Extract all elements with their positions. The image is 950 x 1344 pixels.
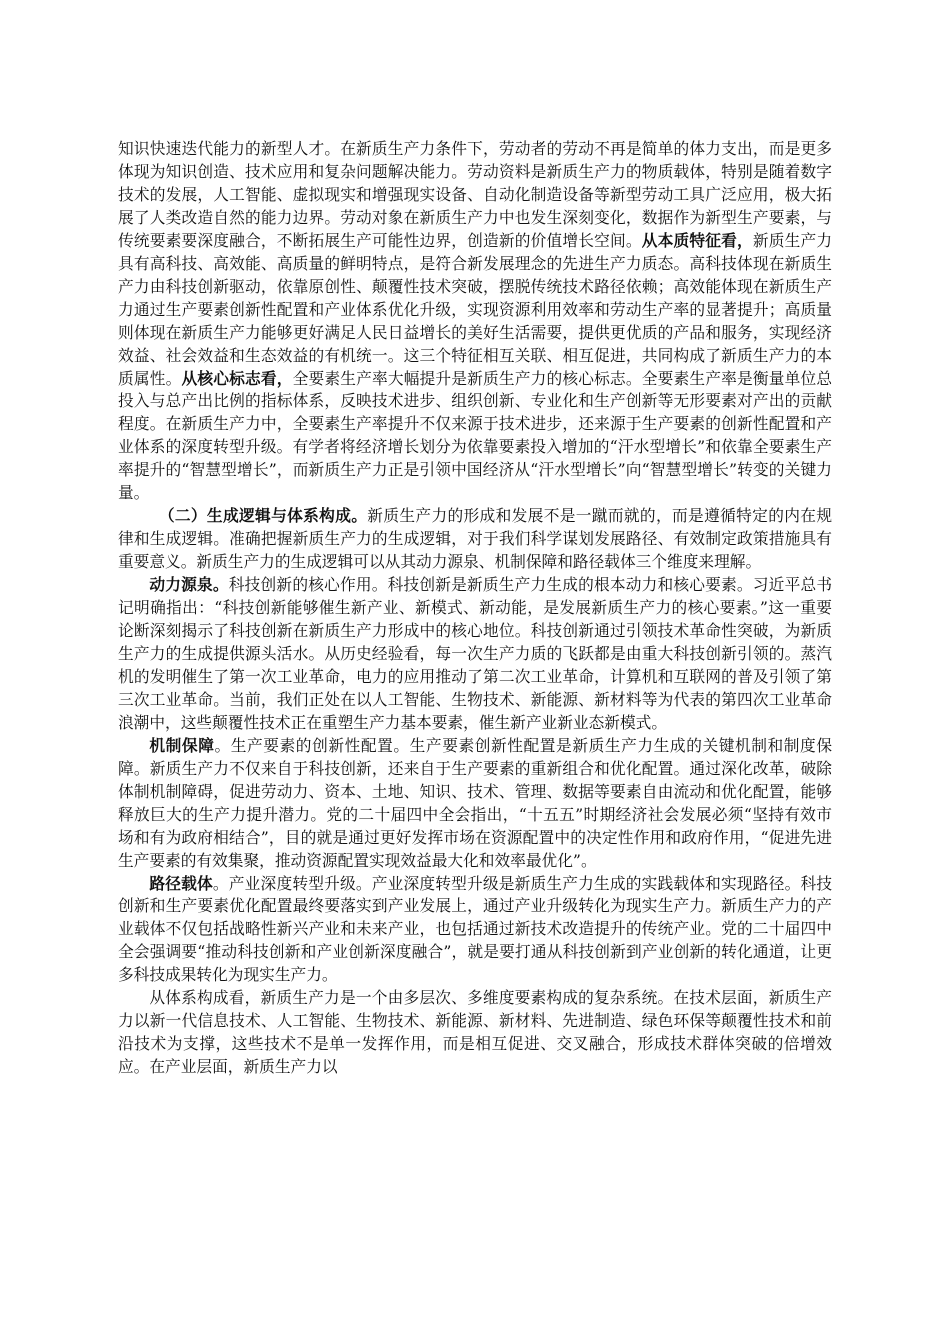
paragraph-power-source [118, 574, 832, 735]
bold-lead-in: 动力源泉。 [149, 575, 229, 595]
text-run: 知识快速迭代能力的新型人才。在新质生产力条件下，劳动者的劳动不再是简单的体力支出，而是更多体现为知识创造、技术应用和复杂问题解决能力。劳动资料是新质生产力的物质载体，特别是随着数字技术的发展，人工智能、虚拟现实和增强现实设备、自动化制造设备等新型劳动工具广泛应用，极大拓展了人类改造自然的能力边界。劳动对象在新质生产力中也发生深刻变化，数据作为新型生产要素，与传统要素要深度融合，不断拓展生产可能性边界，创造新的价值增长空间。 [118, 139, 832, 250]
bold-lead-in: 从核心标志看， [181, 368, 293, 388]
text-run: 。生产要素的创新性配置。生产要素创新性配置是新质生产力生成的关键机制和制度保障。新质生产力不仅来自于科技创新，还来自于生产要素的重新组合和优化配置。通过深化改革，破除体制机制障碍，促进劳动力、资本、土地、知识、技术、管理、数据等要素自由流动和优化配置，能够释放巨大的生产力提升潜力。党的二十届四中全会指出，“十五五”时期经济社会发展必须“坚持有效市场和有为政府相结合”，目的就是通过更好发挥市场在资源配置中的决定性作用和政府作用，“促进先进生产要素的有效集聚，推动资源配置实现效益最大化和效率最优化”。 [118, 735, 833, 870]
text-run: 新质生产力具有高科技、高效能、高质量的鲜明特点，是符合新发展理念的先进生产力质态。高科技体现在新质生产力由科技创新驱动，依靠原创性、颠覆性技术突破，摆脱传统技术路径依赖；高效能体现在新质生产力通过生产要素创新性配置和产业体系优化升级，实现资源利用效率和劳动生产率的显著提升；高质量则体现在新质生产力能够更好满足人民日益增长的美好生活需要，提供更优质的产品和服务，实现经济效益、社会效益和生态效益的有机统一。这三个特征相互关联、相互促进，共同构成了新质生产力的本质属性。 [118, 230, 833, 388]
text-run: 从体系构成看，新质生产力是一个由多层次、多维度要素构成的复杂系统。在技术层面，新质生产力以新一代信息技术、人工智能、生物技术、新能源、新材料、先进制造、绿色环保等颠覆性技术和前沿技术为支撑，这些技术不是单一发挥作用，而是相互促进、交叉融合，形成技术群体突破的倍增效应。在产业层面，新质生产力以 [118, 988, 832, 1077]
document-body [118, 138, 832, 1079]
text-run: 新质生产力的形成和发展不是一蹴而就的，而是遵循特定的内在规律和生成逻辑。准确把握新质生产力的生成逻辑，对于我们科学谋划发展路径、有效制定政策措施具有重要意义。新质生产力的生成逻辑可以从其动力源泉、机制保障和路径载体三个维度来理解。 [118, 506, 833, 572]
section-heading: （二）生成逻辑与体系构成。 [158, 506, 368, 526]
text-run: 科技创新的核心作用。科技创新是新质生产力生成的根本动力和核心要素。习近平总书记明确指出：“科技创新能够催生新产业、新模式、新动能，是发展新质生产力的核心要素。”这一重要论断深刻揭示了科技创新在新质生产力形成中的核心地位。科技创新通过引领技术革命性突破，为新质生产力的生成提供源头活水。从历史经验看，每一次生产力质的飞跃都是由重大科技创新引领的。蒸汽机的发明催生了第一次工业革命，电力的应用推动了第二次工业革命，计算机和互联网的普及引领了第三次工业革命。当前，我们正处在以人工智能、生物技术、新能源、新材料等为代表的第四次工业革命浪潮中，这些颠覆性技术正在重塑生产力基本要素，催生新产业新业态新模式。 [118, 575, 833, 732]
section-heading-paragraph [118, 505, 832, 574]
paragraph-path-carrier [118, 873, 832, 988]
bold-lead-in: 路径载体 [149, 873, 213, 893]
paragraph-system-composition [118, 987, 832, 1079]
text-run: 。产业深度转型升级。产业深度转型升级是新质生产力生成的实践载体和实现路径。科技创新和生产要素优化配置最终要落实到产业发展上，通过产业升级转化为现实生产力。新质生产力的产业载体不仅包括战略性新兴产业和未来产业，也包括通过新技术改造提升的传统产业。党的二十届四中全会强调要“推动科技创新和产业创新深度融合”，就是要打通从科技创新到产业创新的转化通道，让更多科技成果转化为现实生产力。 [118, 873, 833, 985]
bold-lead-in: 从本质特征看， [641, 230, 753, 250]
paragraph-mechanism [118, 735, 832, 873]
paragraph-1 [118, 138, 832, 505]
bold-lead-in: 机制保障 [149, 735, 215, 755]
text-run: 全要素生产率大幅提升是新质生产力的核心标志。全要素生产率是衡量单位总投入与总产出比例的指标体系，反映技术进步、组织创新、专业化和生产创新等无形要素对产出的贡献程度。在新质生产力中，全要素生产率提升不仅来源于技术进步，还来源于生产要素的创新性配置和产业体系的深度转型升级。有学者将经济增长划分为依靠要素投入增加的“汗水型增长”和依靠全要素生产率提升的“智慧型增长”，而新质生产力正是引领中国经济从“汗水型增长”向“智慧型增长”转变的关键力量。 [118, 368, 833, 503]
